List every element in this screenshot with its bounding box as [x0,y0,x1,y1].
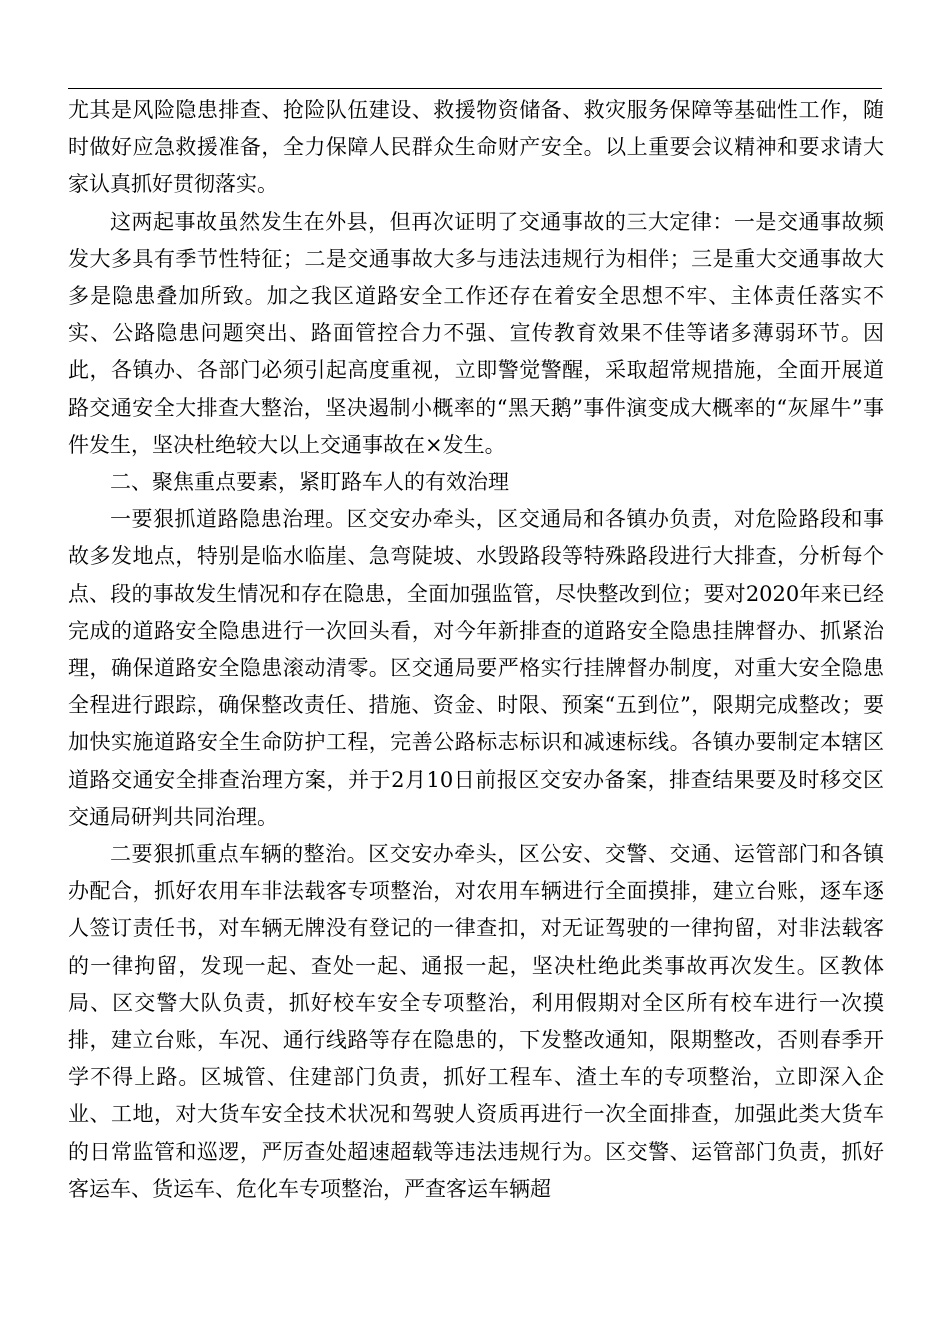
section-heading-two: 二、聚焦重点要素，紧盯路车人的有效治理 [110,470,509,495]
paragraph-key-vehicles: 二要狠抓重点车辆的整治。区交安办牵头，区公安、交警、交通、运管部门和各镇办配合，抓好农用车非法载客专项整治，对农用车辆进行全面摸排，建立台账，逐车逐人签订责任书，对车辆无牌没有登记的一律查扣，对无证驾驶的一律拘留，对非法载客的一律拘留，发现一起、查处一起、通报一起，坚决杜绝此类事故再次发生。区教体局、区交警大队负责，抓好校车安全专项整治，利用假期对全区所有校车进行一次摸排，建立台账，车况、通行线路等存在隐患的，下发整改通知，限期整改，否则春季开学不得上路。区城管、住建部门负责，抓好工程车、渣土车的专项整治，立即深入企业、工地，对大货车安全技术状况和驾驶人资质再进行一次全面排查，加强此类大货车的日常监管和巡逻，严厉查处超速超载等违法违规行为。区交警、运管部门负责，抓好客运车、货运车、危化车专项整治，严查客运车辆超 [68,842,884,1201]
paragraph-continuation: 尤其是风险隐患排查、抢险队伍建设、救援物资储备、救灾服务保障等基础性工作，随时做好应急救援准备，全力保障人民群众生命财产安全。以上重要会议精神和要求请大家认真抓好贯彻落实。 [68,98,884,197]
paragraph-traffic-laws: 这两起事故虽然发生在外县，但再次证明了交通事故的三大定律：一是交通事故频发大多具有季节性特征；二是交通事故大多与违法违规行为相伴；三是重大交通事故大多是隐患叠加所致。加之我区道路安全工作还存在着安全思想不牢、主体责任落实不实、公路隐患问题突出、路面管控合力不强、宣传教育效果不佳等诸多薄弱环节。因此，各镇办、各部门必须引起高度重视，立即警觉警醒，采取超常规措施，全面开展道路交通安全大排查大整治，坚决遏制小概率的“黑天鹅”事件演变成大概率的“灰犀牛”事件发生，坚决杜绝较大以上交通事故在×发生。 [68,209,884,457]
document-body [68,92,884,1208]
header-rule [68,88,882,89]
paragraph-road-hazards: 一要狠抓道路隐患治理。区交安办牵头，区交通局和各镇办负责，对危险路段和事故多发地点，特别是临水临崖、急弯陡坡、水毁路段等特殊路段进行大排查，分析每个点、段的事故发生情况和存在隐患，全面加强监管，尽快整改到位；要对2020年来已经完成的道路安全隐患进行一次回头看，对今年新排查的道路安全隐患挂牌督办、抓紧治理，确保道路安全隐患滚动清零。区交通局要严格实行挂牌督办制度，对重大安全隐患全程进行跟踪，确保整改责任、措施、资金、时限、预案“五到位”，限期完成整改；要加快实施道路安全生命防护工程，完善公路标志标识和减速标线。各镇办要制定本辖区道路交通安全排查治理方案，并于2月10日前报区交安办备案，排查结果要及时移交区交通局研判共同治理。 [68,507,884,829]
